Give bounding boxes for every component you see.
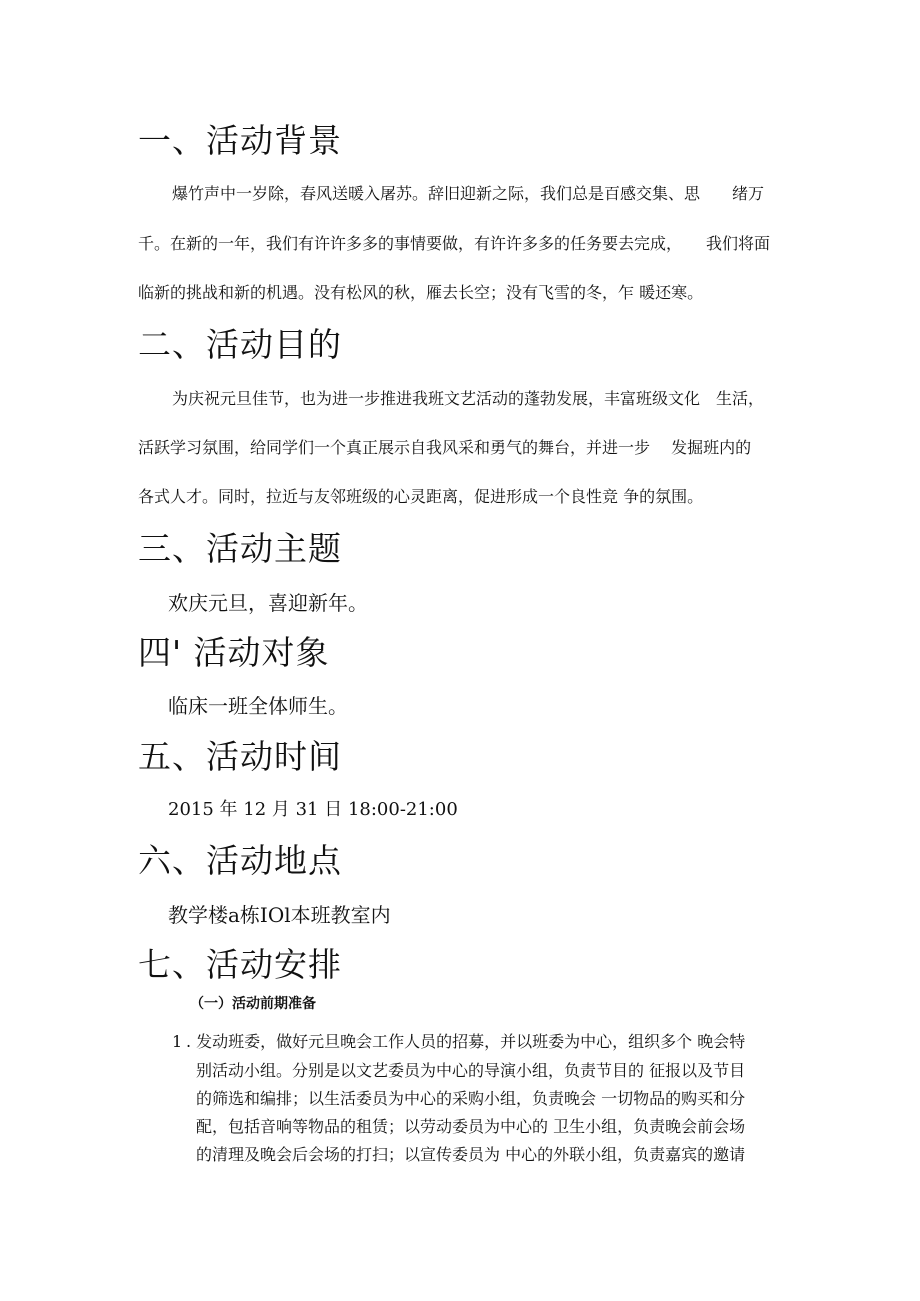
heading-purpose: 二、活动目的: [138, 325, 342, 364]
audience-value: 临床一班全体师生。: [168, 694, 348, 718]
list-item-line: . 发动班委，做好元旦晚会工作人员的招募，并以班委为中心，组织多个 晚会特: [186, 1032, 746, 1051]
subheading-preparation: （一）活动前期准备: [190, 996, 316, 1012]
heading-location: 六、活动地点: [138, 841, 342, 880]
paragraph-line: 各式人才。同时，拉近与友邻班级的心灵距离，促进形成一个良性竞 争的氛围。: [138, 487, 704, 506]
paragraph-line: 爆竹声中一岁除，春风送暖入屠苏。辞旧迎新之际，我们总是百感交集、思 绪万: [172, 184, 765, 203]
time-value: 2015 年 12 月 31 日 18:00-21:00: [168, 799, 458, 820]
list-item-line: 的筛选和编排；以生活委员为中心的采购小组，负责晚会 一切物品的购买和分: [196, 1089, 746, 1108]
paragraph-line: 活跃学习氛围，给同学们一个真正展示自我风采和勇气的舞台，并进一步 发掘班内的: [138, 438, 752, 457]
paragraph-line: 为庆祝元旦佳节，也为进一步推进我班文艺活动的蓬勃发展，丰富班级文化 生活，: [172, 389, 765, 408]
heading-time: 五、活动时间: [138, 737, 342, 776]
list-item-number: 1: [172, 1032, 183, 1051]
paragraph-line: 临新的挑战和新的机遇。没有松风的秋，雁去长空；没有飞雪的冬，乍 暖还寒。: [138, 283, 704, 302]
paragraph-line: 千。在新的一年，我们有许许多多的事情要做，有许许多多的任务要去完成， 我们将面: [138, 234, 771, 253]
heading-theme: 三、活动主题: [138, 529, 342, 568]
list-item-line: 的清理及晚会后会场的打扫；以宣传委员为 中心的外联小组，负责嘉宾的邀请: [196, 1145, 746, 1164]
heading-background: 一、活动背景: [138, 121, 342, 160]
list-item-line: 配，包括音响等物品的租赁；以劳动委员为中心的 卫生小组，负责晚会前会场: [196, 1117, 746, 1136]
theme-value: 欢庆元旦，喜迎新年。: [168, 591, 368, 615]
location-value: 教学楼a栋IOl本班教室内: [168, 903, 391, 927]
heading-audience: 四' 活动对象: [138, 633, 330, 672]
list-item-line: 别活动小组。分别是以文艺委员为中心的导演小组，负责节目的 征报以及节目: [196, 1061, 746, 1080]
heading-arrangement: 七、活动安排: [138, 945, 342, 984]
